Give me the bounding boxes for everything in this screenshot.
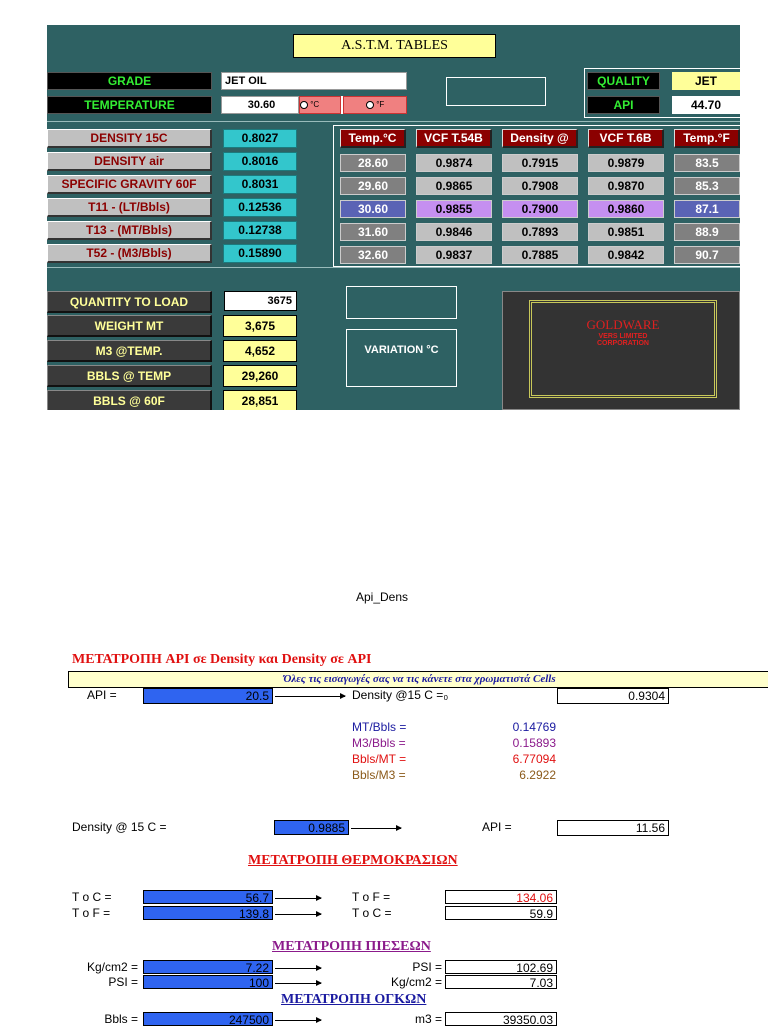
api-label: API <box>587 96 660 114</box>
vcf-cell: 87.1 <box>674 200 740 218</box>
conversion-output: 102.69 <box>445 960 557 974</box>
quantity-label: QUANTITY TO LOAD <box>47 291 212 313</box>
variation-input-box[interactable] <box>346 286 457 319</box>
conversion-output: 59.9 <box>445 906 557 920</box>
vcf-cell: 0.9842 <box>588 246 664 264</box>
variation-label: VARIATION °C <box>346 329 457 387</box>
result-value: 29,260 <box>223 365 297 387</box>
vcf-cell: 31.60 <box>340 223 406 241</box>
api-value[interactable]: 44.70 <box>672 96 740 114</box>
vcf-cell: 0.7885 <box>502 246 578 264</box>
result-label: WEIGHT MT <box>47 315 212 337</box>
density-row-label: DENSITY 15C <box>47 129 212 148</box>
conversion-output-label: T o C = <box>352 906 392 920</box>
api-output: 11.56 <box>557 820 669 836</box>
temperature-label: TEMPERATURE <box>47 96 212 114</box>
divider <box>47 267 740 268</box>
logo-line2: CORPORATION <box>597 340 649 347</box>
conversion-input-label: T o F = <box>72 906 111 920</box>
density-output: 0.9304 <box>557 688 669 704</box>
ratio-label: M3/Bbls = <box>352 736 406 750</box>
vcf-header: VCF T.6B <box>588 129 664 148</box>
density-row-value: 0.8027 <box>223 129 297 148</box>
result-label: BBLS @ TEMP <box>47 365 212 387</box>
conversion-input[interactable]: 7.22 <box>143 960 273 974</box>
logo-name: GOLDWARE <box>586 317 660 332</box>
vcf-cell: 0.9865 <box>416 177 492 195</box>
vcf-cell: 85.3 <box>674 177 740 195</box>
arrow-icon <box>351 828 401 829</box>
vcf-cell: 0.7908 <box>502 177 578 195</box>
vcf-cell: 30.60 <box>340 200 406 218</box>
vcf-cell: 0.9879 <box>588 154 664 172</box>
density-row-value: 0.12536 <box>223 198 297 217</box>
vcf-cell: 32.60 <box>340 246 406 264</box>
fahrenheit-option[interactable] <box>343 96 407 114</box>
arrow-icon <box>275 696 345 697</box>
density-row-label: DENSITY air <box>47 152 212 171</box>
vcf-cell: 29.60 <box>340 177 406 195</box>
result-value: 4,652 <box>223 340 297 362</box>
divider <box>47 121 740 122</box>
conversion-input-label: Kg/cm2 = <box>86 960 138 974</box>
conversion-input[interactable]: 56.7 <box>143 890 273 904</box>
result-value: 3,675 <box>223 315 297 337</box>
api-input[interactable]: 20.5 <box>143 688 273 704</box>
api-output-label: API = <box>482 820 512 834</box>
density-input[interactable]: 0.9885 <box>274 820 349 835</box>
ratio-value: 0.14769 <box>512 720 556 734</box>
ratio-value: 0.15893 <box>512 736 556 750</box>
arrow-icon <box>275 983 321 984</box>
density-row-label: SPECIFIC GRAVITY 60F <box>47 175 212 194</box>
density-row-label: T11 - (LT/Bbls) <box>47 198 212 217</box>
panel-title: A.S.T.M. TABLES <box>293 34 496 58</box>
temp-section-title: ΜΕΤΑΤΡΟΠΗ ΘΕΡΜΟΚΡΑΣΙΩΝ <box>248 853 458 868</box>
fahrenheit-unit: °F <box>376 100 385 109</box>
ratio-label: Bbls/M3 = <box>352 768 406 782</box>
grade-input[interactable]: JET OIL <box>221 72 407 90</box>
vcf-cell: 0.9870 <box>588 177 664 195</box>
vcf-cell: 90.7 <box>674 246 740 264</box>
quality-label: QUALITY <box>587 72 660 90</box>
conversion-output-label: m3 = <box>414 1012 442 1026</box>
arrow-icon <box>275 898 321 899</box>
conversion-output-label: T o F = <box>352 890 391 904</box>
vcf-header: Temp.°C <box>340 129 406 148</box>
density-row-label: T13 - (MT/Bbls) <box>47 221 212 240</box>
vcf-cell: 0.9860 <box>588 200 664 218</box>
density-row-value: 0.12738 <box>223 221 297 240</box>
conversion-input[interactable]: 139.8 <box>143 906 273 920</box>
result-value: 28,851 <box>223 390 297 410</box>
astm-tables-panel <box>47 25 740 410</box>
quantity-input[interactable]: 3675 <box>224 291 297 311</box>
conversion-input[interactable]: 247500 <box>143 1012 273 1026</box>
conversion-output-label: PSI = <box>412 960 442 974</box>
vcf-cell: 0.7900 <box>502 200 578 218</box>
vcf-header: Density @ <box>502 129 578 148</box>
conversion-output: 134.06 <box>445 890 557 904</box>
density-row-value: 0.15890 <box>223 244 297 263</box>
ratio-label: MT/Bbls = <box>352 720 407 734</box>
vcf-cell: 0.9874 <box>416 154 492 172</box>
vcf-cell: 0.9846 <box>416 223 492 241</box>
density-row-value: 0.8016 <box>223 152 297 171</box>
density-row-value: 0.8031 <box>223 175 297 194</box>
vcf-cell: 88.9 <box>674 223 740 241</box>
ratio-label: Bbls/MT = <box>352 752 407 766</box>
logo-line1: VERS LIMITED <box>598 333 648 340</box>
conversion-output: 39350.03 <box>445 1012 557 1026</box>
density-input-label: Density @ 15 C = <box>72 820 167 834</box>
temperature-input[interactable]: 30.60 <box>221 96 299 114</box>
vcf-cell: 0.9837 <box>416 246 492 264</box>
result-label: M3 @TEMP. <box>47 340 212 362</box>
conversion-input-label: T o C = <box>72 890 112 904</box>
vcf-cell: 83.5 <box>674 154 740 172</box>
pressure-section-title: ΜΕΤΑΤΡΟΠΗ ΠΙΕΣΕΩΝ <box>272 939 431 954</box>
density-row-label: T52 - (M3/Bbls) <box>47 244 212 263</box>
conversion-input-label: Bbls = <box>104 1012 138 1026</box>
celsius-radio-icon[interactable] <box>300 101 308 109</box>
ratio-value: 6.2922 <box>519 768 556 782</box>
arrow-icon <box>275 968 321 969</box>
arrow-icon <box>275 1020 321 1021</box>
vcf-cell: 0.7915 <box>502 154 578 172</box>
conversion-input-label: PSI = <box>108 975 138 989</box>
conversion-input[interactable]: 100 <box>143 975 273 989</box>
vcf-cell: 0.7893 <box>502 223 578 241</box>
logo-frame <box>529 300 717 398</box>
quality-api-frame <box>584 68 740 118</box>
arrow-icon <box>275 914 321 915</box>
vcf-header: Temp.°F <box>674 129 740 148</box>
volume-section-title: ΜΕΤΑΤΡΟΠΗ ΟΓΚΩΝ <box>281 992 427 1007</box>
vcf-cell: 28.60 <box>340 154 406 172</box>
api-section-title: ΜΕΤΑΤΡΟΠΗ API σε Density και Density σε API <box>72 652 372 667</box>
ratio-value: 6.77094 <box>512 752 556 766</box>
vcf-cell: 0.9851 <box>588 223 664 241</box>
conversion-output: 7.03 <box>445 975 557 989</box>
vcf-cell: 0.9855 <box>416 200 492 218</box>
celsius-option[interactable] <box>299 96 341 114</box>
instruction-note: Όλες τις εισαγωγές σας να τις κάνετε στα χρωματιστά Cells <box>68 671 768 688</box>
celsius-unit: °C <box>310 100 320 109</box>
empty-display-box <box>446 77 546 106</box>
api-input-label: API = <box>87 688 117 702</box>
density-output-label: Density @15 C =₀ <box>352 688 449 702</box>
grade-label: GRADE <box>47 72 212 90</box>
vcf-header: VCF T.54B <box>416 129 492 148</box>
fahrenheit-radio-icon[interactable] <box>366 101 374 109</box>
result-label: BBLS @ 60F <box>47 390 212 410</box>
conversion-output-label: Kg/cm2 = <box>390 975 442 989</box>
logo-panel <box>502 291 740 410</box>
quality-value[interactable]: JET <box>672 72 740 90</box>
sheet-name: Api_Dens <box>356 590 409 604</box>
